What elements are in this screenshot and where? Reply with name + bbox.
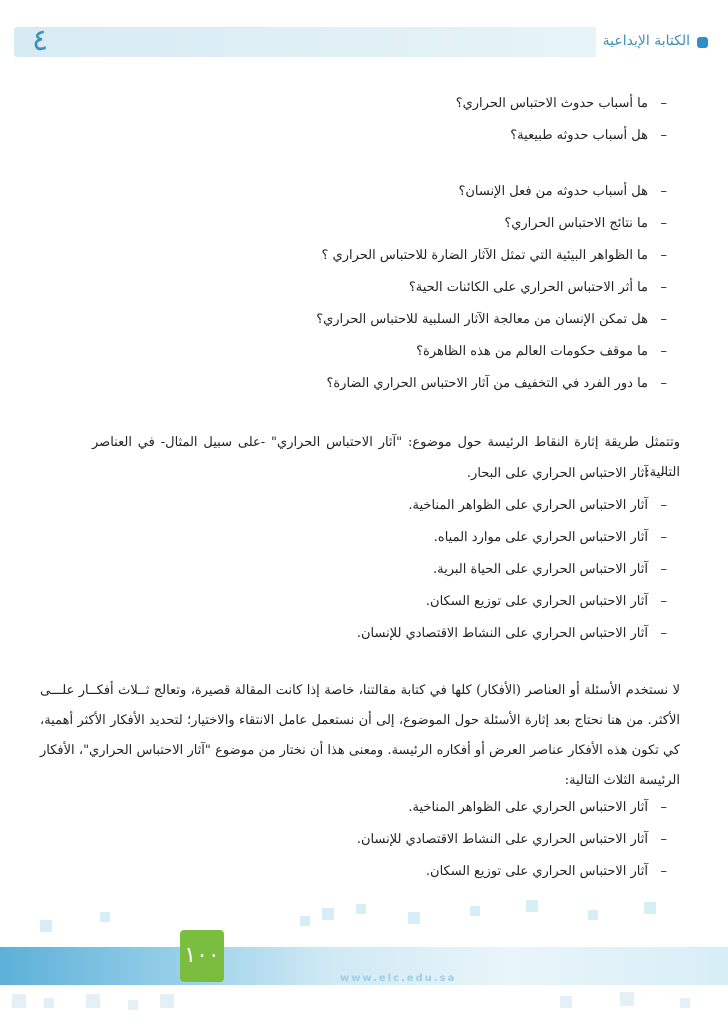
decor-square (356, 904, 366, 914)
list-item: – آثار الاحتباس الحراري على النشاط الاقتصادي للإنسان. (40, 618, 680, 650)
list-item: – آثار الاحتباس الحراري على النشاط الاقتصادي للإنسان. (40, 824, 680, 856)
list-item: – هل أسباب حدوثه من فعل الإنسان؟ (40, 176, 680, 208)
list-item: – هل تمكن الإنسان من معالجة الآثار السلبية للاحتباس الحراري؟ (40, 304, 680, 336)
list-item: – آثار الاحتباس الحراري على موارد المياه. (40, 522, 680, 554)
list-item: – ما أسباب حدوث الاحتباس الحراري؟ (40, 88, 680, 120)
list-item: – ما أثر الاحتباس الحراري على الكائنات الحية؟ (40, 272, 680, 304)
intro-paragraph: وتتمثل طريقة إثارة النقاط الرئيسة حول موضوع: "آثار الاحتباس الحراري" -على سبيل المثال- في العناصر التالية: (92, 435, 680, 480)
decor-square (470, 906, 480, 916)
list-item: – هل أسباب حدوثه طبيعية؟ (40, 120, 680, 152)
questions-list (40, 88, 680, 400)
decor-square (12, 994, 26, 1008)
list-item: – ما دور الفرد في التخفيف من آثار الاحتباس الحراري الضارة؟ (40, 368, 680, 400)
selected-list (40, 792, 680, 888)
decor-square (526, 900, 538, 912)
decor-square (300, 916, 310, 926)
list-item: – آثار الاحتباس الحراري على توزيع السكان. (40, 586, 680, 618)
list-item: – آثار الاحتباس الحراري على توزيع السكان. (40, 856, 680, 888)
website-url: www.elc.edu.sa (340, 973, 457, 984)
decor-square (40, 920, 52, 932)
decor-square (44, 998, 54, 1008)
decor-square (588, 910, 598, 920)
list-item: – آثار الاحتباس الحراري على الظواهر المناخية. (40, 490, 680, 522)
section-title-pill (596, 27, 714, 57)
decor-square (408, 912, 420, 924)
decor-square (644, 902, 656, 914)
list-item: – آثار الاحتباس الحراري على البحار. (40, 458, 680, 490)
header-bar (14, 23, 714, 58)
page-number: ١٠٠ (180, 930, 224, 982)
decor-square (322, 908, 334, 920)
decor-square (100, 912, 110, 922)
list-item: – آثار الاحتباس الحراري على الحياة البرية. (40, 554, 680, 586)
list-item: – ما الظواهر البيئية التي تمثل الآثار الضارة للاحتباس الحراري ؟ (40, 240, 680, 272)
decor-square (560, 996, 572, 1008)
effects-list (40, 458, 680, 650)
chapter-number: ٤ (32, 23, 49, 58)
section-title: الكتابة الإبداعية (602, 33, 690, 49)
list-item: – ما موقف حكومات العالم من هذه الظاهرة؟ (40, 336, 680, 368)
explanation-paragraph: لا نستخدم الأسئلة أو العناصر (الأفكار) كلها في كتابة مقالتنا، خاصة إذا كانت المقالة قصيرة، وتعالج ثــلاث أفكــار علـــى الأكثر. من هنا نحتاج بعد إثارة الأسئلة حول الموضوع، إلى أن نستعمل عامل الانتقاء والاختيار؛ لتحديد الأفكار الأكثر أهمية، كي تكون هذه الأفكار عناصر العرض أو أفكاره الرئيسة. ومعنى هذا أن نختار من موضوع "آثار الاحتباس الحراري"، الأفكار الرئيسة الثلاث التالية: (40, 683, 680, 788)
decor-square (160, 994, 174, 1008)
decor-square (128, 1000, 138, 1010)
list-item: – ما نتائج الاحتباس الحراري؟ (40, 208, 680, 240)
decor-square (620, 992, 634, 1006)
list-item: – آثار الاحتباس الحراري على الظواهر المناخية. (40, 792, 680, 824)
decor-square (680, 998, 690, 1008)
bullet-square-icon (697, 37, 708, 48)
decor-square (86, 994, 100, 1008)
